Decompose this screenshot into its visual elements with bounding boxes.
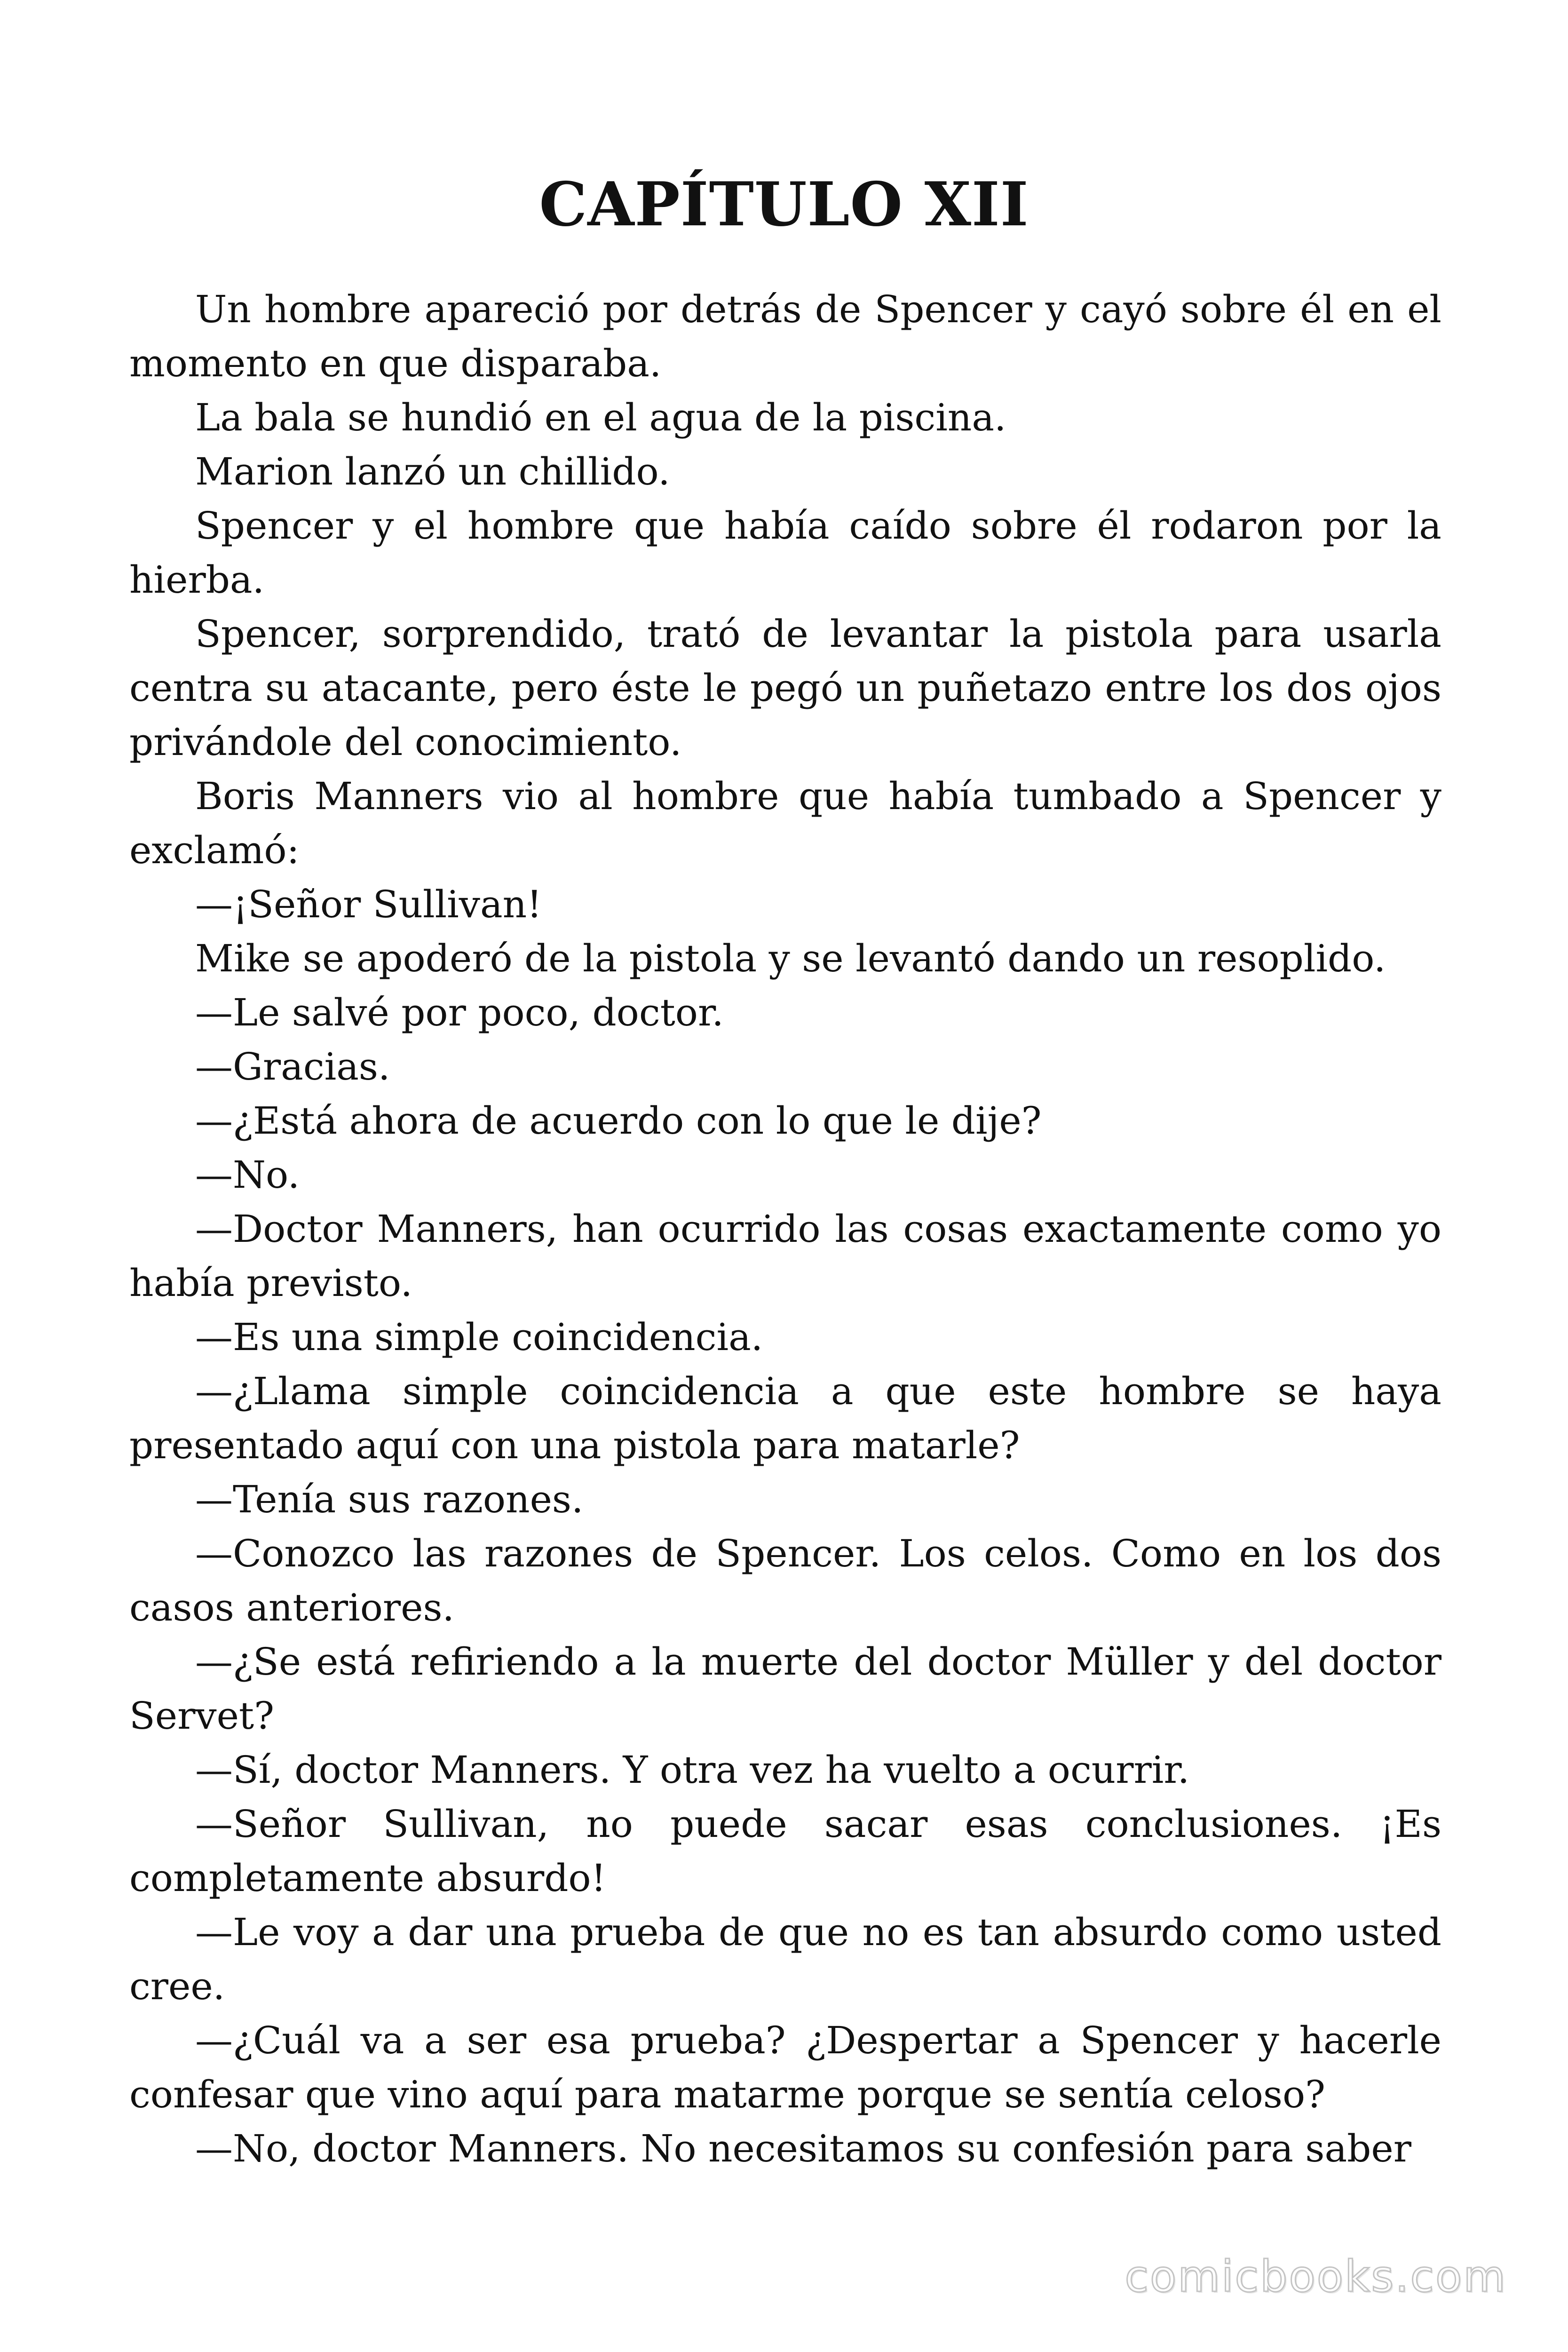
- paragraph: —¿Llama simple coincidencia a que este hombre se haya presentado aquí con una pistola para matarle?: [129, 1369, 1441, 1467]
- paragraph: Boris Manners vio al hombre que había tumbado a Spencer y exclamó:: [129, 774, 1441, 872]
- paragraph: —Le salvé por poco, doctor.: [195, 991, 724, 1034]
- paragraph: —No.: [195, 1153, 300, 1197]
- paragraph: —¿Está ahora de acuerdo con lo que le dije?: [195, 1099, 1042, 1143]
- paragraph: —¿Se está refiriendo a la muerte del doctor Müller y del doctor Servet?: [129, 1640, 1441, 1738]
- paragraph: —Conozco las razones de Spencer. Los celos. Como en los dos casos anteriores.: [129, 1532, 1441, 1629]
- chapter-body: [129, 282, 1441, 2176]
- paragraph: —Doctor Manners, han ocurrido las cosas exactamente como yo había previsto.: [129, 1207, 1441, 1305]
- paragraph: Spencer, sorprendido, trató de levantar la pistola para usarla centra su atacante, pero éste le pegó un puñetazo entre los dos ojos privándole del conocimiento.: [129, 612, 1441, 764]
- paragraph: La bala se hundió en el agua de la piscina.: [195, 396, 1006, 439]
- paragraph: Un hombre apareció por detrás de Spencer y cayó sobre él en el momento en que disparaba.: [129, 287, 1441, 385]
- paragraph: —¿Cuál va a ser esa prueba? ¿Despertar a Spencer y hacerle confesar que vino aquí para matarme porque se sentía celoso?: [129, 2018, 1441, 2116]
- paragraph: —Le voy a dar una prueba de que no es tan absurdo como usted cree.: [129, 1910, 1441, 2008]
- chapter-title: CAPÍTULO XII: [539, 169, 1029, 240]
- paragraph: —¡Señor Sullivan!: [195, 882, 542, 926]
- paragraph: —Tenía sus razones.: [195, 1478, 584, 1521]
- paragraph: Mike se apoderó de la pistola y se levantó dando un resoplido.: [195, 937, 1386, 980]
- watermark: comicbooks.com: [1125, 2251, 1507, 2302]
- paragraph: Marion lanzó un chillido.: [195, 450, 670, 493]
- paragraph: —Gracias.: [195, 1045, 390, 1089]
- paragraph: —Sí, doctor Manners. Y otra vez ha vuelto a ocurrir.: [195, 1748, 1190, 1792]
- paragraph: —Es una simple coincidencia.: [195, 1315, 763, 1359]
- paragraph: Spencer y el hombre que había caído sobre él rodaron por la hierba.: [129, 504, 1441, 602]
- paragraph: —No, doctor Manners. No necesitamos su confesión para saber: [195, 2127, 1411, 2170]
- paragraph: —Señor Sullivan, no puede sacar esas conclusiones. ¡Es completamente absurdo!: [129, 1802, 1441, 1900]
